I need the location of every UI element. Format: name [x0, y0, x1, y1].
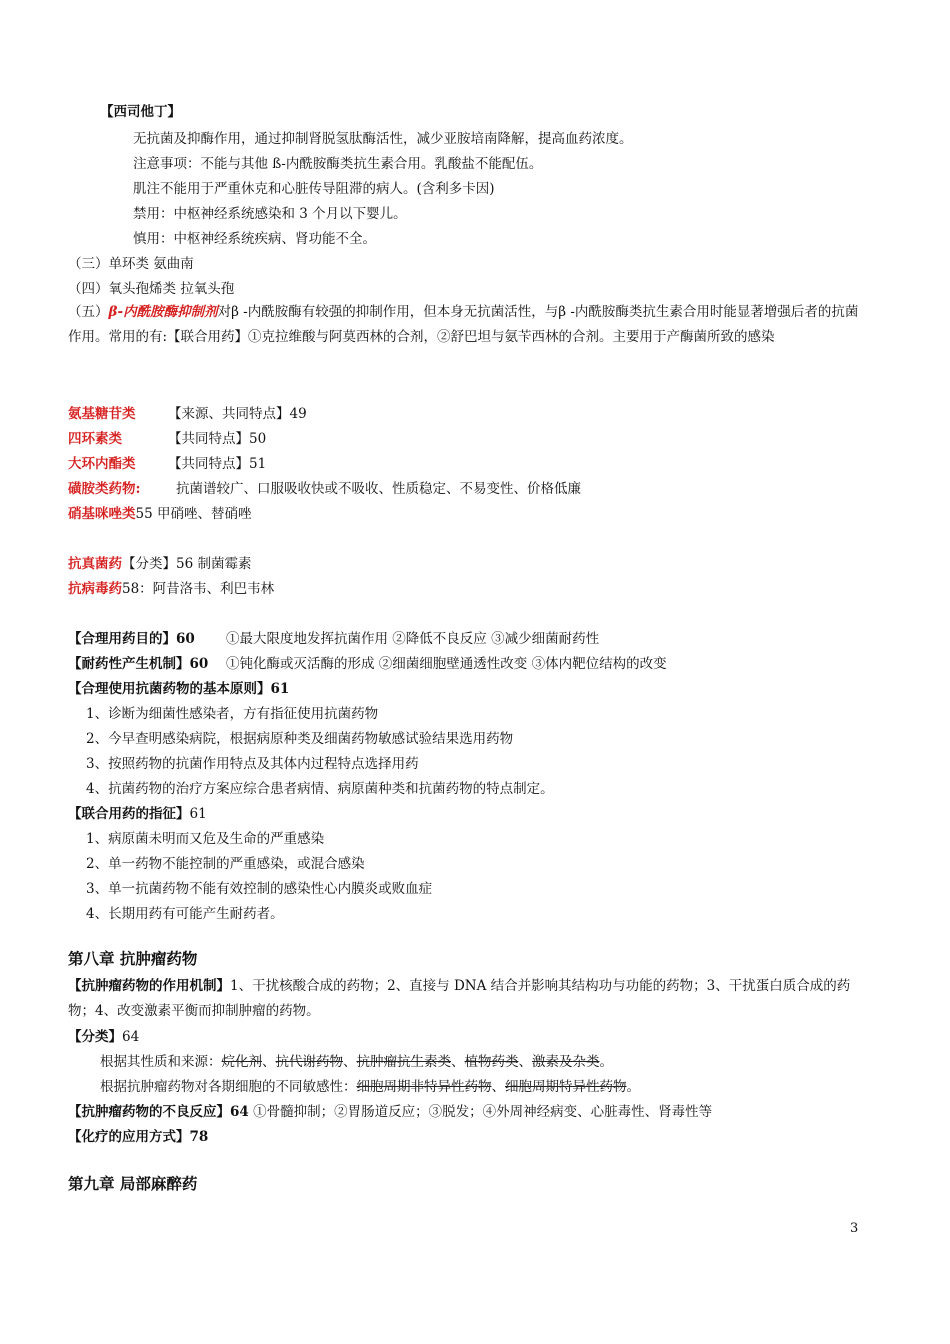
purpose-title: 【合理用药目的】60	[68, 631, 195, 647]
xisitading-line-3: 肌注不能用于严重休克和心脏传导阻滞的病人。(含利多卡因)	[133, 181, 495, 197]
oxacephem-line: （四）氧头孢烯类 拉氧头孢	[68, 281, 235, 297]
resistance-title: 【耐药性产生机制】60	[68, 656, 209, 672]
classification-num: 64	[122, 1029, 140, 1045]
classification-item: 激素及杂类	[532, 1054, 600, 1070]
antiviral-text: 58：阿昔洛韦、利巴韦林	[122, 581, 275, 597]
classification-item: 抗肿瘤抗生素类	[356, 1054, 451, 1070]
classification-item: 抗代谢药物	[275, 1054, 343, 1070]
class-name: 四环素类	[68, 431, 122, 447]
antifungal-name: 抗真菌药	[68, 556, 122, 572]
class-name: 氨基糖苷类	[68, 406, 136, 422]
classification-title-line	[68, 1028, 139, 1046]
beta-text: 对β -内酰胺酶有较强的抑制作用，但本身无抗菌活性，与β -内酰胺酶类抗生素合用时能显著增强后者的抗菌作用。常用的有:【联合用药】①克拉维酸与阿莫西林的合剂，②舒巴坦与氨苄西林的合剂。主要用于产酶菌所致的感染	[68, 304, 859, 345]
classification-item: 细胞周期非特异性药物	[356, 1079, 492, 1095]
chapter-8-title: 第八章 抗肿瘤药物	[68, 949, 198, 968]
monocyclic-line: （三）单环类 氨曲南	[68, 256, 194, 272]
class-text: 【来源、共同特点】49	[168, 406, 307, 422]
class-name: 大环内酯类	[68, 456, 136, 472]
class-row	[68, 405, 307, 423]
xisitading-line-4: 禁用：中枢神经系统感染和 3 个月以下婴儿。	[133, 206, 407, 222]
class-row	[68, 505, 251, 523]
classification-item: 植物药类	[464, 1054, 519, 1070]
beta-prefix: （五）	[68, 304, 109, 320]
purpose-text: ①最大限度地发挥抗菌作用 ②降低不良反应 ③减少细菌耐药性	[226, 631, 600, 647]
chapter-9-title: 第九章 局部麻醉药	[68, 1174, 198, 1193]
list-item: 1、病原菌未明而又危及生命的严重感染	[86, 831, 325, 847]
class-row	[68, 480, 581, 498]
combo-title-line	[68, 805, 207, 823]
list-item: 3、按照药物的抗菌作用特点及其体内过程特点选择用药	[86, 756, 419, 772]
adverse-reaction-line	[68, 1103, 712, 1121]
page-number: 3	[850, 1221, 859, 1236]
list-item: 3、单一抗菌药物不能有效控制的感染性心内膜炎或败血症	[86, 881, 433, 897]
class-name: 磺胺类药物:	[68, 481, 141, 497]
class-text: 55 甲硝唑、替硝唑	[135, 506, 252, 522]
class-name: 硝基咪唑类	[68, 506, 136, 522]
classification-by-source: 根据其性质和来源：烷化剂、抗代谢药物、抗肿瘤抗生素类、植物药类、激素及杂类。	[100, 1054, 613, 1070]
beta-lactamase-inhibitor-paragraph	[68, 300, 868, 350]
resistance-text: ①钝化酶或灭活酶的形成 ②细菌细胞壁通透性改变 ③体内靶位结构的改变	[226, 656, 667, 672]
list-item: 1、诊断为细菌性感染者，方有指征使用抗菌药物	[86, 706, 379, 722]
class-row	[68, 430, 266, 448]
antifungal-text: 【分类】56 制菌霉素	[122, 556, 252, 572]
combo-num: 61	[189, 806, 207, 822]
principles-title: 【合理使用抗菌药物的基本原则】61	[68, 681, 290, 697]
beta-title: β-内酰胺酶抑制剂	[108, 304, 218, 320]
antifungal-line	[68, 555, 251, 573]
classification-item: 烷化剂	[221, 1054, 262, 1070]
classification-by-cell-cycle: 根据抗肿瘤药物对各期细胞的不同敏感性：细胞周期非特异性药物、细胞周期特异性药物。	[100, 1079, 640, 1095]
class-text: 【共同特点】51	[168, 456, 267, 472]
adverse-text: ①骨髓抑制；②胃肠道反应；③脱发；④外周神经病变、心脏毒性、肾毒性等	[253, 1104, 713, 1120]
chemo-application-title: 【化疗的应用方式】78	[68, 1129, 209, 1145]
mechanism-text: 1、干扰核酸合成的药物；2、直接与 DNA 结合并影响其结构功与功能的药物；3、干扰蛋白质合成的药物；4、改变激素平衡而抑制肿瘤的药物。	[68, 978, 851, 1019]
xisitading-line-2: 注意事项：不能与其他 ß-内酰胺酶类抗生素合用。乳酸盐不能配伍。	[133, 156, 543, 172]
list-item: 4、长期用药有可能产生耐药者。	[86, 906, 284, 922]
xisitading-line-1: 无抗菌及抑酶作用，通过抑制肾脱氢肽酶活性，减少亚胺培南降解，提高血药浓度。	[133, 131, 633, 147]
classification-prefix: 根据其性质和来源：	[100, 1054, 222, 1070]
list-item: 4、抗菌药物的治疗方案应综合患者病情、病原菌种类和抗菌药物的特点制定。	[86, 781, 554, 797]
resistance-line	[68, 655, 667, 673]
xisitading-title: 【西司他丁】	[100, 104, 181, 120]
antitumor-mechanism-paragraph	[68, 974, 868, 1024]
class-text: 【共同特点】50	[168, 431, 267, 447]
mechanism-title: 【抗肿瘤药物的作用机制】	[68, 978, 230, 994]
class-text: 抗菌谱较广、口服吸收快或不吸收、性质稳定、不易变性、价格低廉	[176, 481, 581, 497]
classification-prefix: 根据抗肿瘤药物对各期细胞的不同敏感性：	[100, 1079, 357, 1095]
antiviral-line	[68, 580, 274, 598]
classification-item: 细胞周期特异性药物	[505, 1079, 627, 1095]
list-item: 2、今早查明感染病院，根据病原种类及细菌药物敏感试验结果选用药物	[86, 731, 514, 747]
classification-title: 【分类】	[68, 1029, 122, 1045]
adverse-title: 【抗肿瘤药物的不良反应】64	[68, 1104, 249, 1120]
list-item: 2、单一药物不能控制的严重感染，或混合感染	[86, 856, 365, 872]
rational-purpose-line	[68, 630, 599, 648]
class-row	[68, 455, 266, 473]
combo-title: 【联合用药的指征】	[68, 806, 190, 822]
xisitading-line-5: 慎用：中枢神经系统疾病、肾功能不全。	[133, 231, 376, 247]
antiviral-name: 抗病毒药	[68, 581, 122, 597]
